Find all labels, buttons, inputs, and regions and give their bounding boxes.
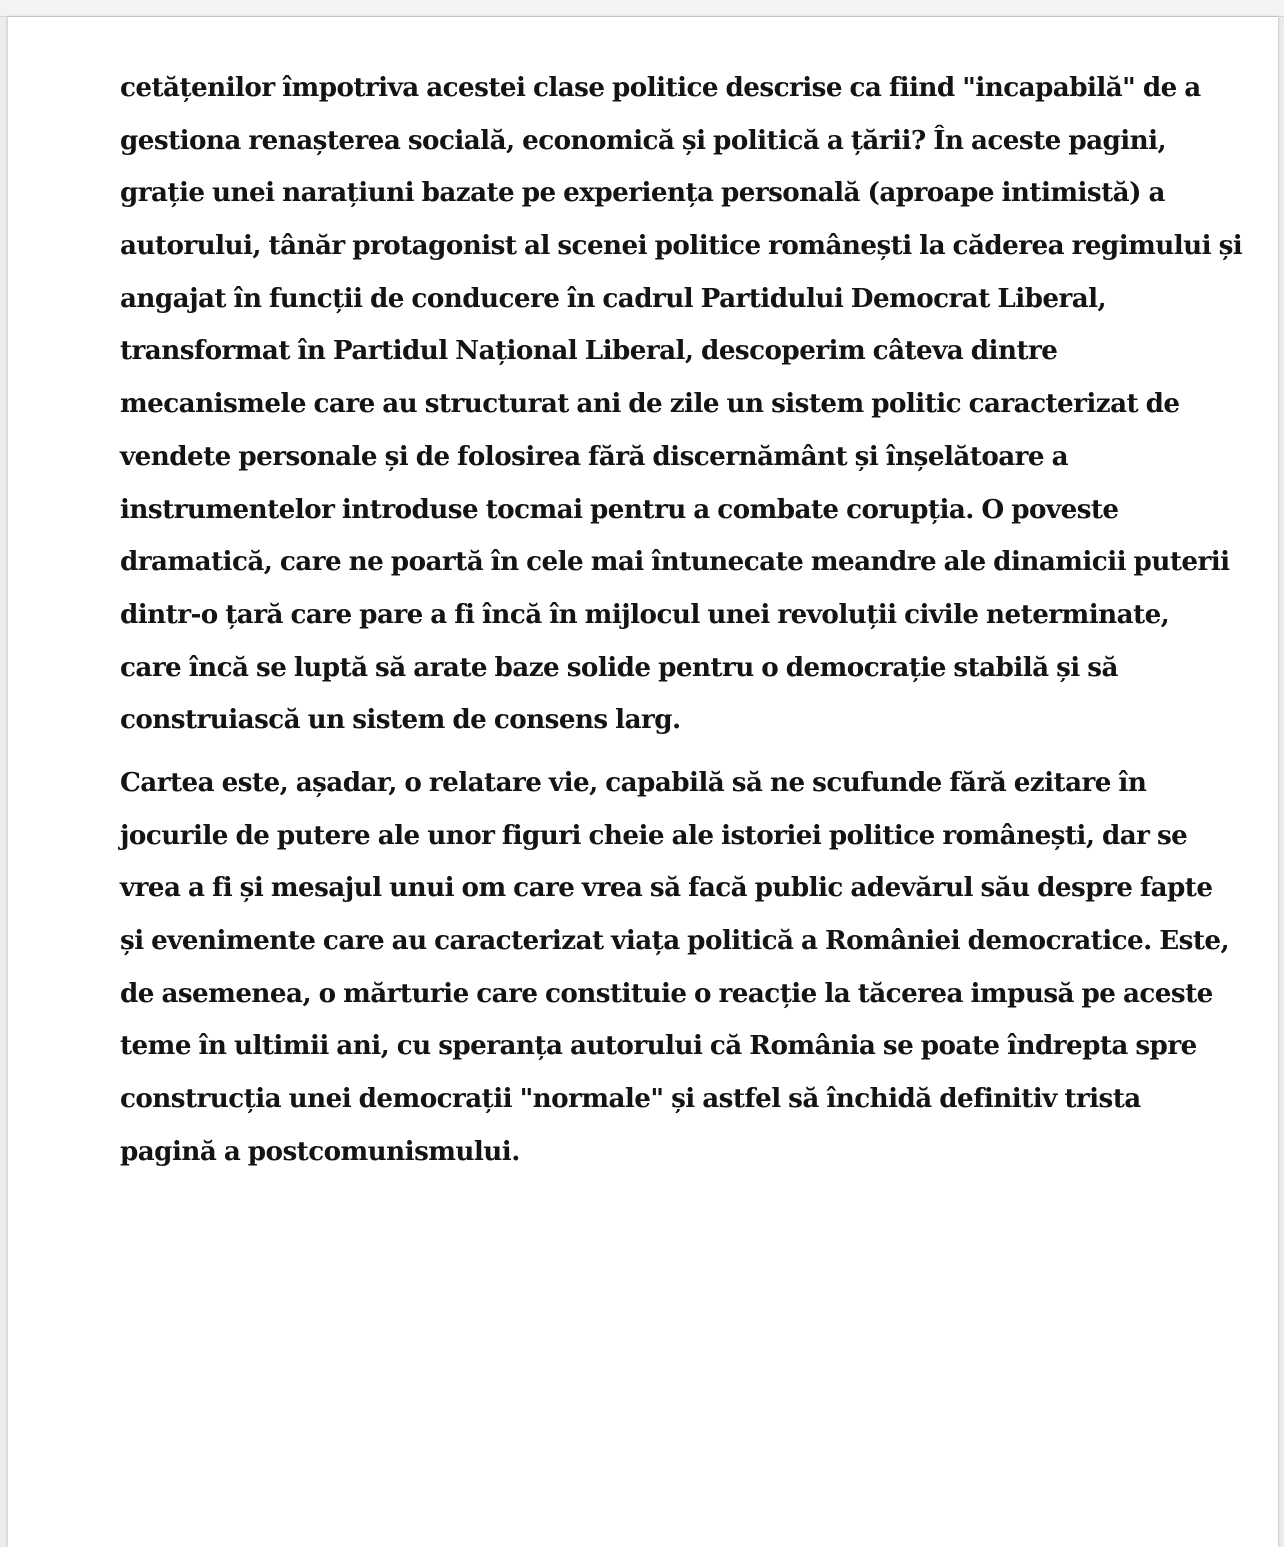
text-line: vendete personale și de folosirea fără discernământ și înșelătoare a — [120, 440, 1069, 472]
text-line: construcția unei democrații "normale" și astfel să închidă definitiv trista — [120, 1083, 1141, 1115]
text-line: și evenimente care au caracterizat viața politică a României democratice. Este, — [120, 925, 1230, 956]
text-line: Cartea este, așadar, o relatare vie, capabilă să ne scufunde fără ezitare în — [120, 766, 1147, 798]
paragraph-1 — [120, 62, 1243, 747]
viewer-top-bar — [0, 0, 1284, 17]
text-line: dramatică, care ne poartă în cele mai întunecate meandre ale dinamicii puterii — [120, 546, 1230, 578]
text-line: angajat în funcții de conducere în cadrul Partidului Democrat Liberal, — [120, 282, 1107, 314]
paragraph-2 — [120, 757, 1230, 1179]
text-line: construiască un sistem de consens larg. — [120, 704, 681, 736]
text-line: jocurile de putere ale unor figuri cheie ale istoriei politice românești, dar se — [120, 819, 1188, 851]
page-text — [120, 62, 1243, 1188]
text-line: grație unei narațiuni bazate pe experiența personală (aproape intimistă) a — [120, 177, 1165, 209]
text-line: pagină a postcomunismului. — [120, 1135, 520, 1167]
text-line: instrumentelor introduse tocmai pentru a combate corupția. O poveste — [120, 493, 1119, 525]
document-page — [8, 17, 1278, 1547]
text-line: de asemenea, o mărturie care constituie o reacție la tăcerea impusă pe aceste — [120, 977, 1213, 1009]
text-line: gestiona renașterea socială, economică și politică a țării? În aceste pagini, — [120, 124, 1167, 156]
text-line: care încă se luptă să arate baze solide pentru o democrație stabilă și să — [120, 651, 1118, 683]
text-line: transformat în Partidul Național Liberal, descoperim câteva dintre — [120, 335, 1058, 367]
text-line: cetățenilor împotriva acestei clase politice descrise ca fiind "incapabilă" de a — [120, 72, 1201, 103]
text-line: mecanismele care au structurat ani de zile un sistem politic caracterizat de — [120, 388, 1180, 420]
text-line: dintr-o țară care pare a fi încă în mijlocul unei revoluții civile neterminate, — [120, 598, 1170, 630]
text-line: autorului, tânăr protagonist al scenei politice românești la căderea regimului și — [120, 230, 1243, 262]
text-line: teme în ultimii ani, cu speranța autorului că România se poate îndrepta spre — [120, 1030, 1197, 1062]
text-line: vrea a fi și mesajul unui om care vrea să facă public adevărul său despre fapte — [120, 872, 1213, 904]
